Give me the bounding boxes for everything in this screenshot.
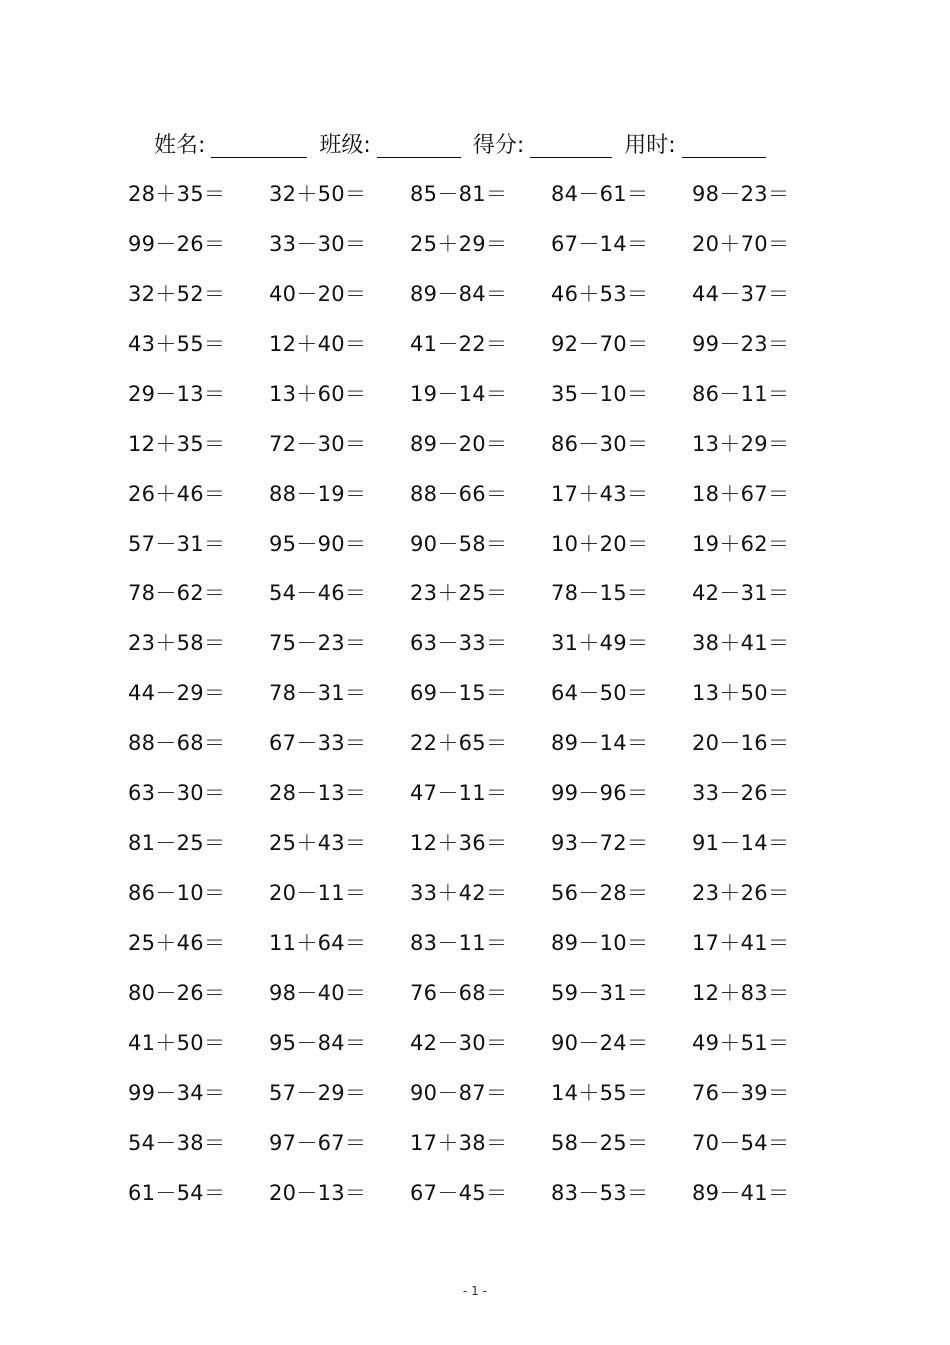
problem-row (128, 1117, 848, 1167)
problem-item: 17＋41＝ (692, 931, 790, 956)
problem-item: 20－11＝ (269, 881, 367, 906)
problem-item: 61－54＝ (128, 1180, 226, 1205)
name-label: 姓名: (154, 133, 206, 158)
problem-row (128, 368, 848, 418)
problem-row (128, 468, 848, 518)
problem-row (128, 1017, 848, 1067)
problem-item: 63－33＝ (410, 631, 508, 656)
problem-item: 90－58＝ (410, 531, 508, 556)
problem-item: 20＋70＝ (692, 231, 790, 256)
problem-item: 41＋50＝ (128, 1030, 226, 1055)
problem-item: 13＋50＝ (692, 681, 790, 706)
problem-item: 91－14＝ (692, 831, 790, 856)
problem-row (128, 1067, 848, 1117)
problem-item: 38＋41＝ (692, 631, 790, 656)
problem-item: 10＋20＝ (551, 531, 649, 556)
problem-item: 78－15＝ (551, 581, 649, 606)
problem-item: 63－30＝ (128, 781, 226, 806)
problem-item: 99－23＝ (692, 331, 790, 356)
problem-item: 54－46＝ (269, 581, 367, 606)
problem-item: 28＋35＝ (128, 181, 226, 206)
problem-item: 88－19＝ (269, 481, 367, 506)
problem-item: 69－15＝ (410, 681, 508, 706)
problem-item: 44－29＝ (128, 681, 226, 706)
problem-item: 78－31＝ (269, 681, 367, 706)
problem-item: 99－96＝ (551, 781, 649, 806)
problem-item: 32＋52＝ (128, 281, 226, 306)
score-label: 得分: (472, 133, 525, 158)
problem-item: 22＋65＝ (410, 731, 508, 756)
problem-row (128, 717, 848, 767)
problem-item: 90－24＝ (551, 1030, 649, 1055)
problem-item: 46＋53＝ (551, 281, 649, 306)
problem-item: 17＋38＝ (410, 1130, 508, 1155)
problem-item: 11＋64＝ (269, 931, 367, 956)
problem-item: 18＋67＝ (692, 481, 790, 506)
problem-item: 57－31＝ (128, 531, 226, 556)
problem-item: 84－61＝ (551, 181, 649, 206)
problem-item: 49＋51＝ (692, 1030, 790, 1055)
problem-row (128, 418, 848, 468)
problem-row (128, 817, 848, 867)
problem-row (128, 518, 848, 568)
problem-item: 86－10＝ (128, 881, 226, 906)
problem-item: 23＋25＝ (410, 581, 508, 606)
problem-item: 98－23＝ (692, 181, 790, 206)
problem-item: 26＋46＝ (128, 481, 226, 506)
problem-item: 67－45＝ (410, 1180, 508, 1205)
problem-item: 70－54＝ (692, 1130, 790, 1155)
problem-item: 83－53＝ (551, 1180, 649, 1205)
problem-row (128, 867, 848, 917)
problem-item: 28－13＝ (269, 781, 367, 806)
problem-item: 41－22＝ (410, 331, 508, 356)
problem-item: 88－66＝ (410, 481, 508, 506)
problem-item: 13＋29＝ (692, 431, 790, 456)
problem-item: 23＋58＝ (128, 631, 226, 656)
problem-row (128, 318, 848, 368)
problem-row (128, 967, 848, 1017)
problem-row (128, 667, 848, 717)
score-blank (530, 135, 612, 158)
problem-item: 76－39＝ (692, 1080, 790, 1105)
problem-item: 19－14＝ (410, 381, 508, 406)
problem-item: 33－30＝ (269, 231, 367, 256)
problem-item: 86－30＝ (551, 431, 649, 456)
time-field (624, 126, 777, 166)
problem-item: 33－26＝ (692, 781, 790, 806)
problem-item: 86－11＝ (692, 381, 790, 406)
problem-row (128, 767, 848, 817)
problem-row (128, 1167, 848, 1217)
score-field (473, 126, 624, 166)
problem-row (128, 268, 848, 318)
problem-item: 89－20＝ (410, 431, 508, 456)
problem-item: 90－87＝ (410, 1080, 508, 1105)
problem-item: 89－14＝ (551, 731, 649, 756)
problem-row (128, 568, 848, 618)
time-blank (682, 135, 766, 158)
problem-item: 72－30＝ (269, 431, 367, 456)
problem-item: 44－37＝ (692, 281, 790, 306)
problem-item: 43＋55＝ (128, 331, 226, 356)
problem-item: 13＋60＝ (269, 381, 367, 406)
problem-item: 76－68＝ (410, 980, 508, 1005)
problem-item: 12＋35＝ (128, 431, 226, 456)
problem-item: 64－50＝ (551, 681, 649, 706)
worksheet-header (154, 126, 778, 166)
problem-item: 31＋49＝ (551, 631, 649, 656)
problem-item: 20－16＝ (692, 731, 790, 756)
problem-item: 99－26＝ (128, 231, 226, 256)
time-label: 用时: (624, 133, 676, 158)
name-field (154, 126, 319, 166)
problem-item: 89－41＝ (692, 1180, 790, 1205)
problem-item: 35－10＝ (551, 381, 649, 406)
problem-item: 32＋50＝ (269, 181, 367, 206)
problem-item: 75－23＝ (269, 631, 367, 656)
problem-item: 23＋26＝ (692, 881, 790, 906)
problem-item: 56－28＝ (551, 881, 649, 906)
problem-item: 59－31＝ (551, 980, 649, 1005)
problem-item: 25＋43＝ (269, 831, 367, 856)
problem-item: 78－62＝ (128, 581, 226, 606)
problem-row (128, 218, 848, 268)
problem-item: 97－67＝ (269, 1130, 367, 1155)
problem-item: 42－30＝ (410, 1030, 508, 1055)
problem-item: 40－20＝ (269, 281, 367, 306)
problem-item: 58－25＝ (551, 1130, 649, 1155)
problem-item: 80－26＝ (128, 980, 226, 1005)
problem-item: 25＋29＝ (410, 231, 508, 256)
problem-row (128, 917, 848, 967)
problem-item: 33＋42＝ (410, 881, 508, 906)
page-number: - 1 - (463, 1284, 487, 1298)
problem-item: 98－40＝ (269, 980, 367, 1005)
problem-item: 95－90＝ (269, 531, 367, 556)
problem-item: 85－81＝ (410, 181, 508, 206)
problem-item: 12＋36＝ (410, 831, 508, 856)
problem-item: 93－72＝ (551, 831, 649, 856)
problem-row (128, 168, 848, 218)
problem-item: 29－13＝ (128, 381, 226, 406)
problem-row (128, 617, 848, 667)
problem-item: 88－68＝ (128, 731, 226, 756)
class-blank (377, 135, 461, 158)
problem-grid (128, 168, 848, 1217)
problem-item: 81－25＝ (128, 831, 226, 856)
class-label: 班级: (319, 133, 371, 158)
problem-item: 67－14＝ (551, 231, 649, 256)
problem-item: 20－13＝ (269, 1180, 367, 1205)
problem-item: 54－38＝ (128, 1130, 226, 1155)
problem-item: 57－29＝ (269, 1080, 367, 1105)
problem-item: 83－11＝ (410, 931, 508, 956)
problem-item: 42－31＝ (692, 581, 790, 606)
problem-item: 95－84＝ (269, 1030, 367, 1055)
class-field (319, 126, 472, 166)
problem-item: 89－10＝ (551, 931, 649, 956)
problem-item: 17＋43＝ (551, 481, 649, 506)
problem-item: 99－34＝ (128, 1080, 226, 1105)
problem-item: 19＋62＝ (692, 531, 790, 556)
problem-item: 25＋46＝ (128, 931, 226, 956)
problem-item: 12＋83＝ (692, 980, 790, 1005)
problem-item: 92－70＝ (551, 331, 649, 356)
problem-item: 67－33＝ (269, 731, 367, 756)
problem-item: 47－11＝ (410, 781, 508, 806)
name-blank (211, 135, 307, 158)
problem-item: 89－84＝ (410, 281, 508, 306)
problem-item: 14＋55＝ (551, 1080, 649, 1105)
problem-item: 12＋40＝ (269, 331, 367, 356)
